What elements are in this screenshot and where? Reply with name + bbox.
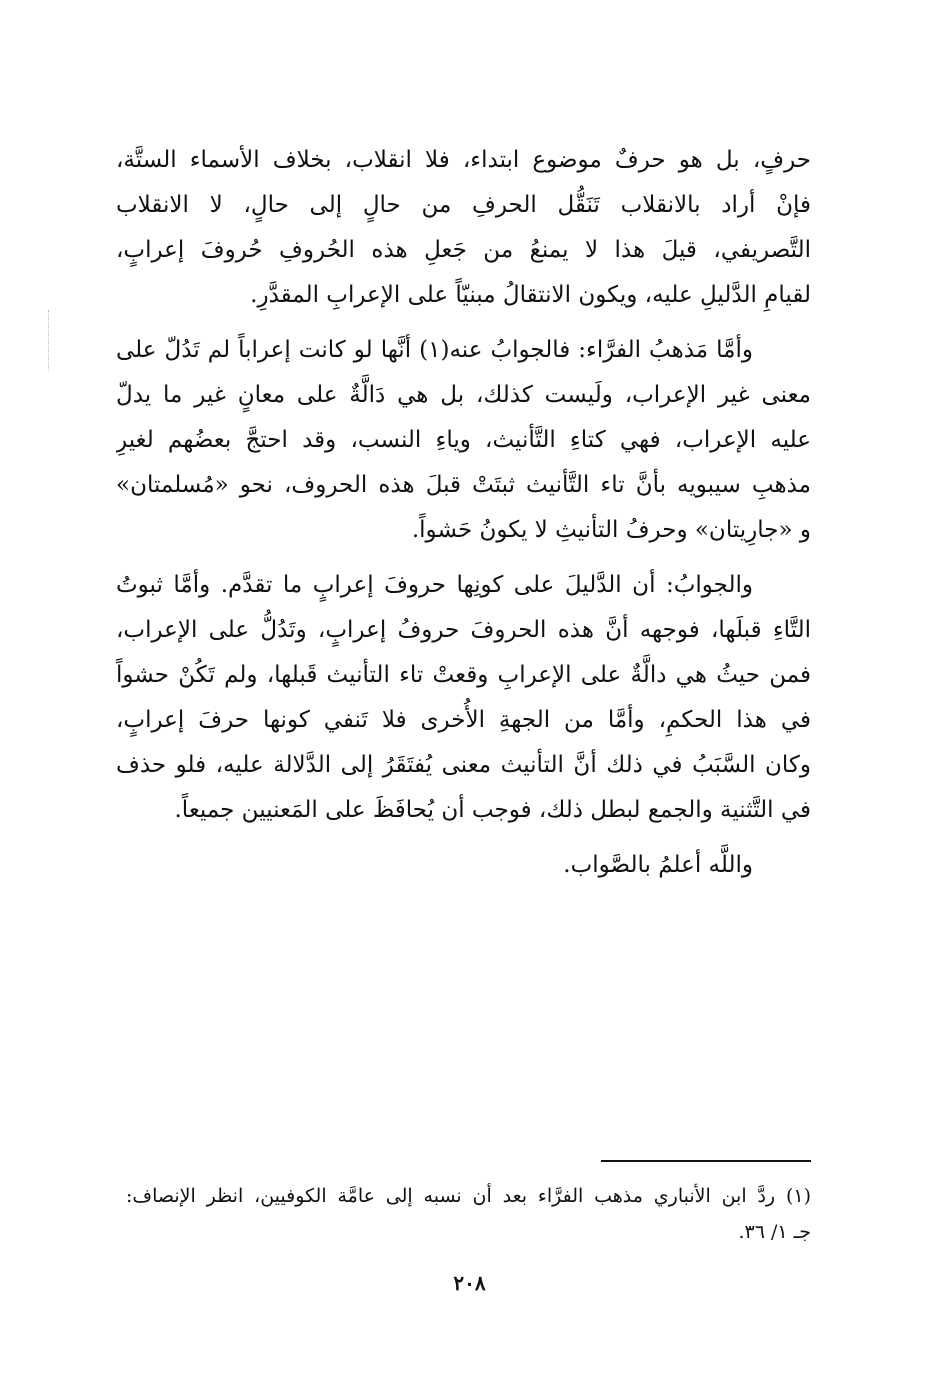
text-line: التَّصريفي، قيلَ هذا لا يمنعُ من جَعلِ هذه الحُروفِ حُروفَ إعرابٍ، [116, 237, 811, 263]
text-line: عليه الإعراب، فهي كتاءِ التَّأنيث، وياءِ النسب، وقد احتجَّ بعضُهم لغيرِ [116, 427, 811, 453]
main-text [116, 138, 811, 898]
footnote-separator [601, 1160, 811, 1162]
text-line: معنى غير الإعراب، ولَيست كذلك، بل هي دَالَّةٌ على معانٍ غير ما يدلّ [116, 382, 811, 408]
text-line: التَّاءِ قبلَها، فوجهه أنَّ هذه الحروفَ حروفُ إعرابٍ، وتَدُلُّ على الإعراب، [116, 617, 811, 643]
text-line: في هذا الحكمِ، وأمَّا من الجهةِ الأُخرى فلا تَنفي كونها حرفَ إعرابٍ، [116, 707, 811, 733]
text-line: وكان السَّبَبُ في ذلك أنَّ التأنيث معنى يُفتَقَرُ إلى الدَّلالة عليه، فلو حذف [116, 752, 811, 778]
page-number: ٢٠٨ [453, 1271, 486, 1295]
paragraph-1 [116, 138, 811, 318]
text-line: فإنْ أراد بالانقلاب تَنَقُّل الحرفِ من حالٍ إلى حالٍ، لا الانقلاب [116, 192, 811, 218]
scan-margin-mark [48, 310, 50, 370]
text-line: فمن حيثُ هي دالَّةٌ على الإعرابِ وقعتْ تاء التأنيث قَبلها، ولم تَكُنْ حشواً [116, 662, 811, 688]
paragraph-3 [116, 563, 811, 833]
text-line: والجوابُ: أن الدَّليلَ على كونِها حروفَ إعرابٍ ما تقدَّم. وأمَّا ثبوتُ [116, 572, 753, 598]
text-line: واللَّه أعلمُ بالصَّواب. [563, 852, 753, 878]
text-line: لقيامِ الدَّليلِ عليه، ويكون الانتقالُ مبنيّاً على الإعرابِ المقدَّرِ. [250, 282, 811, 308]
footnote-line: (١) ردَّ ابن الأنباري مذهب الفرَّاء بعد أن نسبه إلى عامَّة الكوفيين، انظر الإنصاف: [126, 1185, 811, 1207]
text-line: و «جارِيتان» وحرفُ التأنيثِ لا يكونُ حَشواً. [411, 517, 811, 543]
text-line: حرفٍ، بل هو حرفٌ موضوع ابتداء، فلا انقلاب، بخلاف الأسماء الستَّة، [116, 147, 811, 173]
paragraph-2 [116, 328, 811, 553]
text-line: في التَّثنية والجمع لبطل ذلك، فوجب أن يُحافَظَ على المَعنيين جميعاً. [174, 797, 811, 823]
text-line: مذهبِ سيبويه بأنَّ تاء التَّأنيث ثبتَتْ قبلَ هذه الحروف، نحو «مُسلمتان» [116, 472, 811, 498]
footnote [126, 1178, 811, 1250]
paragraph-4 [116, 843, 811, 888]
footnote-line: جـ ١/ ٣٦. [738, 1221, 811, 1243]
text-line: وأمَّا مَذهبُ الفرَّاء: فالجوابُ عنه(١) أنَّها لو كانت إعراباً لم تَدُلّ على [116, 337, 753, 363]
